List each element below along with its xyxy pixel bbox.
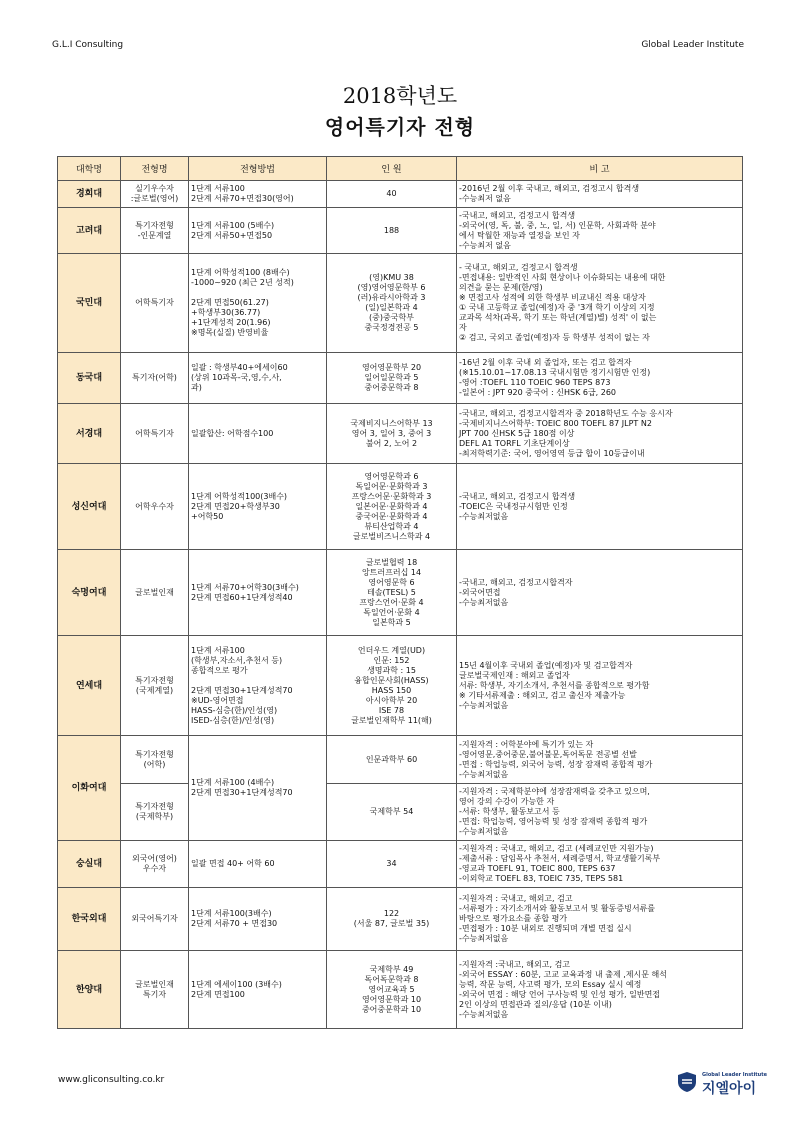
text-line: 1단계 서류100 (4배수) [191, 778, 275, 787]
notes [457, 841, 743, 888]
admission-method [189, 951, 327, 1029]
text-line: -수능최저없음 [459, 1009, 509, 1019]
admission-method [189, 464, 327, 550]
text-line: ※명목(실질) 반영비율 [191, 328, 269, 337]
admission-method [189, 404, 327, 464]
admission-type [121, 208, 189, 254]
text-line: 1단계 서류100(3배수) [191, 909, 272, 918]
header-left: G.L.I Consulting [52, 40, 124, 50]
text-line: 의견을 묻는 문제(한/영) [459, 283, 543, 292]
text-line: 2인 이상의 면접관과 질의/응답 (10분 이내) [459, 999, 612, 1009]
admission-type [121, 404, 189, 464]
col-method: 전형방법 [189, 157, 327, 181]
university-name: 한양대 [58, 951, 121, 1029]
text-line: 1단계 에세이100 (3배수) [191, 979, 282, 989]
text-line: -16년 2월 이후 국내 외 졸업자, 또는 검고 합격자 [459, 358, 632, 367]
notes [457, 181, 743, 208]
text-line: (일)일본학과 4 [365, 303, 418, 312]
text-line: 에서 탁월한 재능과 열정을 보인 자 [459, 230, 580, 240]
text-line: -지원자격 : 국제학분야에 성장잠재력을 갖추고 있으며, [459, 787, 650, 796]
admission-method [189, 636, 327, 736]
university-name: 숙명여대 [58, 550, 121, 636]
header-right: Global Leader Institute [641, 40, 744, 50]
text-line [191, 676, 324, 686]
text-line: +어학50 [191, 511, 224, 521]
text-line: 영어 강의 수강이 가능한 자 [459, 797, 555, 806]
quota [327, 784, 457, 841]
text-line: 특기자전형 [135, 675, 174, 685]
text-line: -수능최저없음 [459, 597, 509, 607]
university-name: 서경대 [58, 404, 121, 464]
text-line: 중국어문·문화학과 4 [355, 511, 428, 521]
text-line: -지원자격 :국내고, 해외고, 검고 [459, 959, 571, 969]
notes [457, 353, 743, 404]
admission-type [121, 254, 189, 353]
text-line: 일괄 : 학생부40+에세이60 [191, 363, 288, 372]
footer-url[interactable]: www.gliconsulting.co.kr [58, 1075, 165, 1085]
text-line: 독어독문학과 8 [364, 974, 419, 984]
text-line: 독일어문·문화학과 3 [355, 481, 428, 491]
quota [327, 208, 457, 254]
text-line: 122 [383, 909, 400, 918]
text-line: 어학우수자 [135, 501, 174, 511]
text-line: 특기자(어학) [132, 373, 177, 382]
text-line: 특기자전형 [135, 220, 174, 230]
admission-method [189, 208, 327, 254]
quota [327, 404, 457, 464]
quota [327, 353, 457, 404]
text-line: 2단계 면접60+1단계성적40 [191, 592, 293, 602]
text-line: 특기자전형 [135, 802, 174, 811]
text-line: -TOEIC은 국내정규시험만 인정 [459, 501, 568, 511]
text-line: 아시아학부 20 [365, 695, 418, 705]
text-line: 글로벌인재학부 11(해) [351, 715, 432, 725]
table-row [58, 181, 743, 208]
text-line: 일괄합산: 어학점수100 [191, 428, 274, 438]
text-line: 외국어(영어) [132, 854, 177, 863]
text-line: :글로벌(영어) [130, 194, 179, 203]
text-line: -제출서류 : 담임목사 추천서, 세례증명서, 학교생활기록부 [459, 854, 661, 863]
text-line: ② 검고, 국외고 졸업(예정)자 등 학생부 성적이 없는 자 [459, 333, 650, 342]
notes [457, 736, 743, 784]
table-row [58, 254, 743, 353]
admission-type [121, 784, 189, 841]
text-line: 2단계 면접30+1단계성적70 [191, 788, 293, 797]
text-line: 중국정경전공 5 [364, 323, 419, 332]
quota [327, 951, 457, 1029]
table-row [58, 353, 743, 404]
admission-method [189, 353, 327, 404]
text-line: 영어영문학과 10 [361, 994, 422, 1004]
text-line: 앙트러프러십 14 [361, 567, 422, 577]
text-line: ISED-심층(한)/인성(영) [191, 715, 275, 725]
text-line: -외국어 ESSAY : 60분, 고교 교육과정 내 출제 ,제시문 해석 [459, 969, 667, 979]
table-row [58, 888, 743, 951]
text-line: 15년 4월이후 국내외 졸업(예정)자 및 검고합격자 [459, 660, 633, 670]
text-line: ① 국내 고등학교 졸업(예정)자 중 '3개 학기 이상의 지정 [459, 303, 655, 312]
text-line: 일본학과 5 [372, 617, 411, 627]
text-line: - 국내고, 해외고, 검정고시 합격생 [459, 263, 578, 272]
text-line: 1단계 서류100 [191, 184, 245, 193]
text-line: 국제학부 54 [369, 807, 414, 816]
text-line: -영교과 TOEFL 91, TOEIC 800, TEPS 637 [459, 864, 616, 873]
admission-method [189, 550, 327, 636]
logo-subtitle: Global Leader Institute [702, 1072, 768, 1078]
table-row [58, 951, 743, 1029]
text-line: 2단계 면접50(61.27) [191, 298, 269, 307]
notes [457, 404, 743, 464]
admission-type [121, 736, 189, 784]
university-name: 한국외대 [58, 888, 121, 951]
text-line: -서류평가 : 자기소개서와 활동보고서 및 활동증빙서류를 [459, 904, 656, 913]
text-line: -영어 :TOEFL 110 TOEIC 960 TEPS 873 [459, 378, 611, 387]
university-name: 동국대 [58, 353, 121, 404]
col-note: 비 고 [457, 157, 743, 181]
text-line: 34 [386, 859, 397, 868]
text-line: 국제학부 49 [369, 964, 414, 974]
text-line: 자 [459, 323, 467, 332]
admission-type [121, 550, 189, 636]
text-line: 2단계 면접20+학생부30 [191, 501, 280, 511]
table-row [58, 208, 743, 254]
quota [327, 181, 457, 208]
text-line: 일본어문·문화학과 4 [355, 501, 428, 511]
text-line: 인문과학부 60 [365, 754, 418, 764]
text-line: (국제학부) [135, 812, 174, 821]
text-line: 서류: 학생부, 자기소개서, 추천서를 종합적으로 평가함 [459, 680, 650, 690]
text-line: 생명과학 : 15 [367, 665, 416, 675]
table-row [58, 784, 743, 841]
text-line: -국내고, 해외고, 검정고시합격자 [459, 577, 573, 587]
text-line: +학생부30(36.77) [191, 308, 261, 317]
text-line: 40 [386, 189, 397, 198]
text-line: ISE 78 [378, 705, 405, 715]
text-line: (학생부,자소서,추천서 등) [191, 655, 283, 665]
text-line: 1단계 서류70+어학30(3배수) [191, 582, 299, 592]
notes [457, 208, 743, 254]
text-line: -수능최저 없음 [459, 240, 511, 250]
text-line: 언더우드 계열(UD) [357, 645, 426, 655]
university-name: 경희대 [58, 181, 121, 208]
admission-method [189, 841, 327, 888]
text-line: 어학특기자 [135, 298, 174, 307]
text-line: 융합인문사회(HASS) [354, 675, 429, 685]
quota [327, 464, 457, 550]
text-line: 영어 3, 일어 3, 중어 3 [351, 428, 432, 438]
text-line: 2단계 면접100 [191, 989, 245, 999]
text-line: -지원자격 : 어학분야에 특기가 있는 자 [459, 739, 594, 749]
notes [457, 254, 743, 353]
text-line: (러)유라시아학과 3 [357, 293, 426, 302]
logo-text: 지엘아이 [702, 1081, 757, 1097]
text-line: -국제비지니스어학부: TOEIC 800 TOEFL 87 JLPT N2 [459, 418, 652, 428]
notes [457, 464, 743, 550]
brand-logo [676, 1068, 767, 1096]
text-line: 영어영문학과 6 [364, 471, 419, 481]
text-line: 2단계 면접30+1단계성적70 [191, 685, 293, 695]
text-line: 프랑스어문·문화학과 3 [351, 491, 432, 501]
text-line: (※15.10.01~17.08.13 국내시험만 정기시험만 인정) [459, 368, 651, 377]
text-line: 1단계 서류100 [191, 645, 245, 655]
text-line: 프랑스언어·문화 4 [359, 597, 424, 607]
text-line: ※UD-영어면접 [191, 695, 244, 705]
table-row [58, 404, 743, 464]
text-line: 능력, 작문 능력, 사고력 평가, 모의 Essay 실시 예정 [459, 979, 642, 989]
text-line: -서류: 학생부, 활동보고서 등 [459, 807, 560, 816]
text-line: 국제비지니스어학부 13 [350, 418, 433, 428]
notes [457, 784, 743, 841]
table-row [58, 636, 743, 736]
text-line: HASS 150 [371, 685, 412, 695]
text-line: 중어중문학과 8 [364, 383, 419, 392]
text-line: (서울 87, 글로벌 35) [353, 919, 430, 928]
title-year: 2018학년도 [342, 84, 458, 108]
admission-type [121, 181, 189, 208]
text-line: (국제계열) [135, 685, 174, 695]
quota [327, 888, 457, 951]
text-line: (영)KMU 38 [369, 273, 414, 282]
quota [327, 736, 457, 784]
university-name: 국민대 [58, 254, 121, 353]
col-university: 대학명 [58, 157, 121, 181]
text-line: -지원자격 : 국내고, 해외고, 검고 [459, 894, 573, 903]
text-line: -면접: 학업능력, 영어능력 및 성장 잠재력 종합적 평가 [459, 817, 648, 826]
university-name: 연세대 [58, 636, 121, 736]
text-line: -최저학력기준: 국어, 영어영역 등급 합이 10등급이내 [459, 448, 645, 458]
text-line: 188 [383, 225, 400, 235]
text-line: 종합적으로 평가 [191, 665, 248, 675]
quota [327, 841, 457, 888]
text-line: -면접내용: 일반적인 사회 현상이나 이슈화되는 내용에 대한 [459, 273, 666, 282]
text-line: 과) [191, 383, 202, 392]
table-row [58, 736, 743, 784]
table-row [58, 841, 743, 888]
text-line [191, 288, 324, 298]
text-line: 글로벌인재 [135, 587, 174, 597]
text-line: +1단계성적 20(1.96) [191, 318, 271, 327]
text-line: 교과목 석차(과목, 학기 또는 학년(계열)별) 성적' 이 없는 [459, 313, 657, 322]
text-line: -면접평가 : 10분 내외로 진행되며 개별 면접 실시 [459, 924, 632, 933]
notes [457, 951, 743, 1029]
text-line: ※ 기타서류제출 : 해외고, 검고 출신자 제출가능 [459, 690, 626, 700]
text-line: 바탕으로 평가요소를 종합 평가 [459, 914, 568, 923]
text-line: 2단계 서류70+면접30(영어) [191, 194, 294, 203]
text-line: -인문계열 [137, 230, 172, 240]
text-line: -일본어 : JPT 920 중국어 : 신HSK 6급, 260 [459, 388, 617, 397]
admission-method [189, 254, 327, 353]
text-line: -외국어(영, 독, 불, 중, 노, 일, 서) 인문학, 사회과학 분야 [459, 220, 656, 230]
text-line: 어학특기자 [135, 428, 174, 438]
text-line: -영어영문,중어중문,불어불문,독어독문 전공별 선발 [459, 749, 637, 759]
notes [457, 636, 743, 736]
admissions-table [57, 156, 743, 1029]
text-line: -국내고, 해외고, 검정고시합격자 중 2018학년도 수능 응시자 [459, 408, 673, 418]
text-line: 중어중문학과 10 [361, 1004, 422, 1014]
text-line: 인문: 152 [373, 655, 410, 665]
text-line: 우수자 [142, 864, 167, 873]
text-line: -수능최저없음 [459, 934, 509, 943]
text-line: (영)영어영문학부 6 [357, 283, 426, 292]
table-row [58, 464, 743, 550]
col-type: 전형명 [121, 157, 189, 181]
text-line: -면접 : 학업능력, 외국어 능력, 성장 잠재력 종합적 평가 [459, 759, 653, 769]
university-name: 숭실대 [58, 841, 121, 888]
text-line: 1단계 어학성적100(3배수) [191, 491, 288, 501]
text-line: -수능최저없음 [459, 827, 509, 836]
admission-method [189, 181, 327, 208]
text-line: (중)중국학부 [369, 313, 414, 322]
text-line: 외국어특기자 [131, 914, 178, 923]
quota [327, 636, 457, 736]
text-line: -이외학교 TOEFL 83, TOEIC 735, TEPS 581 [459, 874, 624, 883]
text-line: -2016년 2월 이후 국내고, 해외고, 검정고시 합격생 [459, 184, 640, 193]
text-line: DEFL A1 TORFL 기초단계이상 [459, 438, 570, 448]
notes [457, 550, 743, 636]
text-line: 글로벌국제인재 : 해외고 졸업자 [459, 670, 570, 680]
text-line: HASS-심층(한)/인성(영) [191, 705, 278, 715]
text-line: -수능최저없음 [459, 769, 509, 779]
text-line: (어학) [143, 759, 166, 769]
text-line: 불어 2, 노어 2 [365, 438, 418, 448]
text-line: 영어교육과 5 [368, 984, 415, 994]
admission-type [121, 888, 189, 951]
text-line: 1단계 어학성적100 (8배수) [191, 268, 290, 277]
notes [457, 888, 743, 951]
table-header-row [58, 157, 743, 181]
admission-type [121, 353, 189, 404]
page-title: 영어특기자 전형 [324, 115, 476, 139]
quota [327, 550, 457, 636]
text-line: -국내고, 해외고, 검정고시 합격생 [459, 491, 576, 501]
text-line: -외국어 면접 : 해당 언어 구사능력 및 인성 평가, 일반면접 [459, 989, 661, 999]
text-line: 글로벌인재 [135, 979, 174, 989]
text-line: 영어영문학부 20 [361, 363, 422, 372]
text-line: 글로벌비즈니스학과 4 [352, 531, 431, 541]
shield-logo-icon [676, 1071, 698, 1093]
table-row [58, 550, 743, 636]
text-line: 일어일문학과 5 [364, 373, 419, 382]
admission-type [121, 841, 189, 888]
text-line: -수능최저 없음 [459, 194, 511, 203]
text-line: -1000~920 (최근 2년 성적) [191, 278, 294, 287]
text-line: -국내고, 해외고, 검정고시 합격생 [459, 210, 576, 220]
text-line: 2단계 서류50+면접50 [191, 230, 273, 240]
text-line: -외국어면접 [459, 587, 501, 597]
university-name: 고려대 [58, 208, 121, 254]
admission-type [121, 464, 189, 550]
text-line: (상위 10과목-국,영,수,사, [191, 373, 282, 382]
admission-method [189, 888, 327, 951]
admission-type [121, 951, 189, 1029]
text-line: 영어영문학 6 [368, 577, 415, 587]
university-name: 이화여대 [58, 736, 121, 841]
admission-type [121, 636, 189, 736]
university-name: 성신여대 [58, 464, 121, 550]
text-line: 특기자전형 [135, 749, 174, 759]
text-line: 특기자 [142, 989, 167, 999]
text-line: ※ 면접고사 성적에 의한 학생부 비교내신 적용 대상자 [459, 293, 646, 302]
text-line: 테솔(TESL) 5 [367, 587, 416, 597]
text-line: 뷰티산업학과 4 [364, 521, 419, 531]
text-line: 글로벌협력 18 [365, 557, 418, 567]
text-line: 일괄 면접 40+ 어학 60 [191, 859, 275, 868]
text-line: 독일언어·문화 4 [363, 607, 420, 617]
text-line: 2단계 서류70 + 면접30 [191, 919, 278, 928]
text-line: JPT 700 신HSK 5급 180점 이상 [459, 428, 575, 438]
quota [327, 254, 457, 353]
text-line: -수능최저없음 [459, 511, 509, 521]
admission-method [189, 736, 327, 841]
col-quota: 인 원 [327, 157, 457, 181]
text-line: 1단계 서류100 (5배수) [191, 220, 275, 230]
logo-wordmark [702, 1068, 767, 1096]
text-line: 실기우수자 [135, 184, 174, 193]
text-line: -수능최저없음 [459, 700, 509, 710]
text-line: -지원자격 : 국내고, 해외고, 검고 (세례교인만 지원가능) [459, 844, 654, 853]
